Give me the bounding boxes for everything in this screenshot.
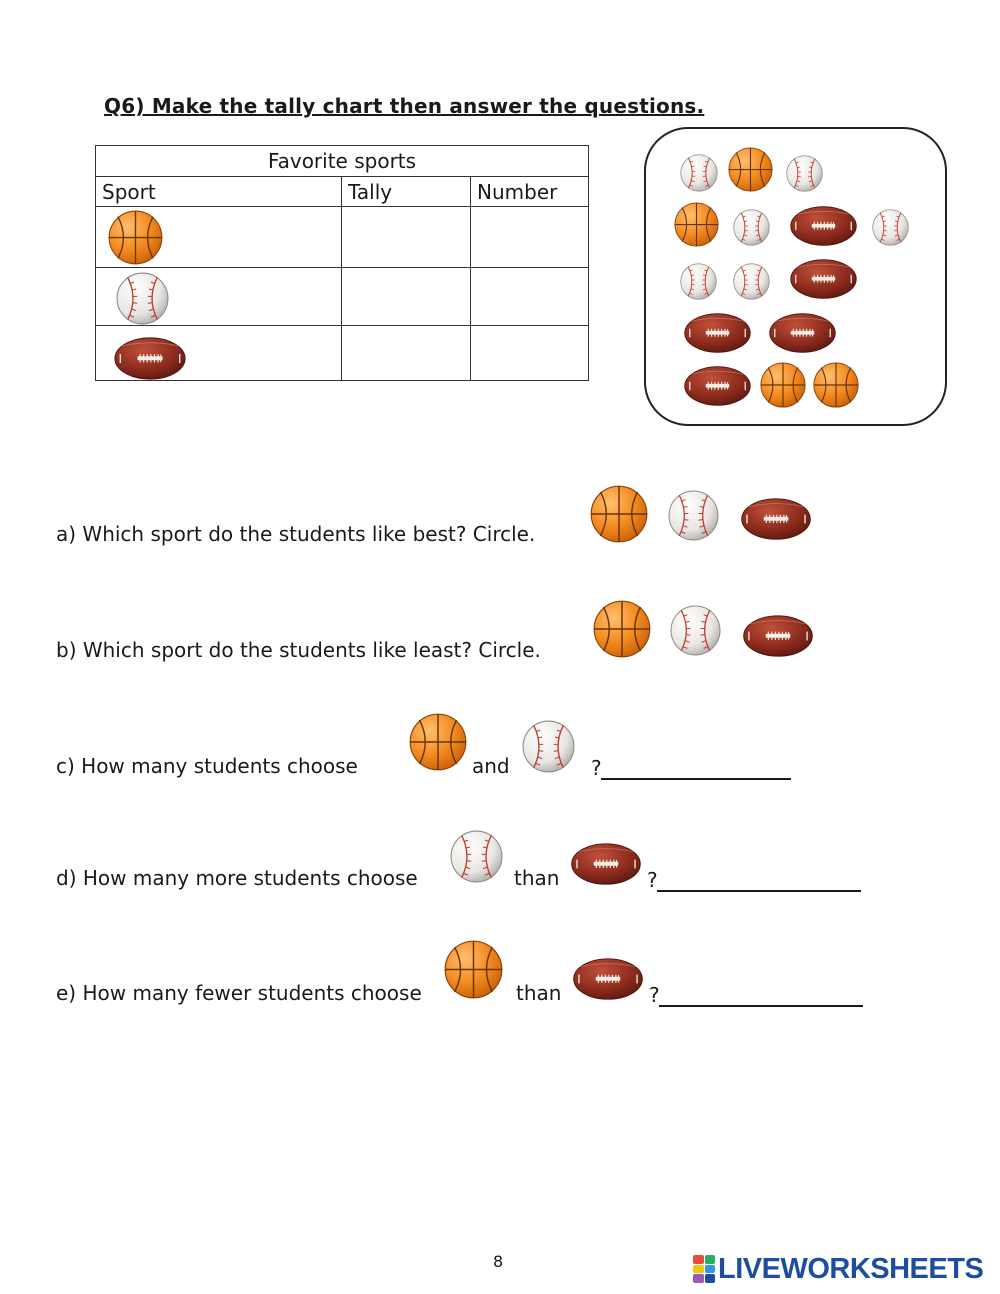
baseball-icon [786, 155, 823, 192]
answer-blank-c[interactable] [591, 752, 791, 780]
baseball-icon [522, 720, 575, 773]
question-a-text: a) Which sport do the students like best? Circle. [56, 522, 536, 546]
baseball-icon [733, 209, 770, 246]
header-number: Number [471, 177, 589, 207]
page-number: 8 [493, 1252, 504, 1271]
baseball-icon [116, 272, 169, 325]
basketball-icon [674, 202, 719, 247]
answer-blank-e[interactable] [649, 979, 863, 1007]
table-row [96, 268, 589, 326]
question-e-text: e) How many fewer students choose [56, 981, 422, 1005]
basketball-icon [409, 713, 467, 771]
basketball-icon[interactable] [593, 600, 651, 658]
baseball-icon[interactable] [668, 490, 719, 541]
logo-blocks-icon [693, 1255, 715, 1283]
sport-cell [96, 207, 342, 268]
number-input-basketball[interactable] [471, 207, 589, 268]
basketball-icon [813, 362, 859, 408]
tally-input-basketball[interactable] [342, 207, 471, 268]
question-e-mark: ? [649, 983, 660, 1007]
tally-chart-table [95, 145, 589, 381]
tally-input-baseball[interactable] [342, 268, 471, 326]
worksheet-title: Q6) Make the tally chart then answer the questions. [104, 94, 705, 118]
question-b-text: b) Which sport do the students like least? Circle. [56, 638, 541, 662]
basketball-icon [108, 210, 163, 265]
baseball-icon[interactable] [670, 605, 721, 656]
tally-input-football[interactable] [342, 326, 471, 381]
question-d-join: than [514, 866, 560, 890]
table-row [96, 207, 589, 268]
basketball-icon [728, 147, 773, 192]
question-c-join: and [472, 754, 510, 778]
football-icon [680, 365, 755, 407]
basketball-icon[interactable] [590, 485, 648, 543]
question-c-text: c) How many students choose [56, 754, 358, 778]
football-icon [111, 336, 189, 381]
table-row [96, 326, 589, 381]
baseball-icon [872, 209, 909, 246]
header-sport: Sport [96, 177, 342, 207]
number-input-football[interactable] [471, 326, 589, 381]
football-icon [765, 312, 840, 354]
football-icon [680, 312, 755, 354]
baseball-icon [680, 154, 718, 192]
football-icon [786, 258, 861, 300]
basketball-icon [444, 940, 503, 999]
sport-cell [96, 326, 342, 381]
football-icon[interactable] [740, 614, 816, 658]
baseball-icon [450, 830, 503, 883]
number-input-baseball[interactable] [471, 268, 589, 326]
liveworksheets-logo[interactable] [693, 1253, 983, 1285]
baseball-icon [733, 263, 770, 300]
basketball-icon [760, 362, 806, 408]
header-tally: Tally [342, 177, 471, 207]
table-title: Favorite sports [96, 146, 589, 177]
question-c-mark: ? [591, 756, 602, 780]
question-e-join: than [516, 981, 562, 1005]
football-icon[interactable] [738, 497, 814, 541]
football-icon [786, 205, 861, 247]
football-icon [570, 957, 646, 1001]
sport-cell [96, 268, 342, 326]
baseball-icon [680, 263, 717, 300]
logo-text: LIVEWORKSHEETS [718, 1252, 984, 1285]
question-d-mark: ? [647, 868, 658, 892]
answer-blank-d[interactable] [647, 864, 861, 892]
question-d-text: d) How many more students choose [56, 866, 418, 890]
football-icon [568, 842, 644, 886]
